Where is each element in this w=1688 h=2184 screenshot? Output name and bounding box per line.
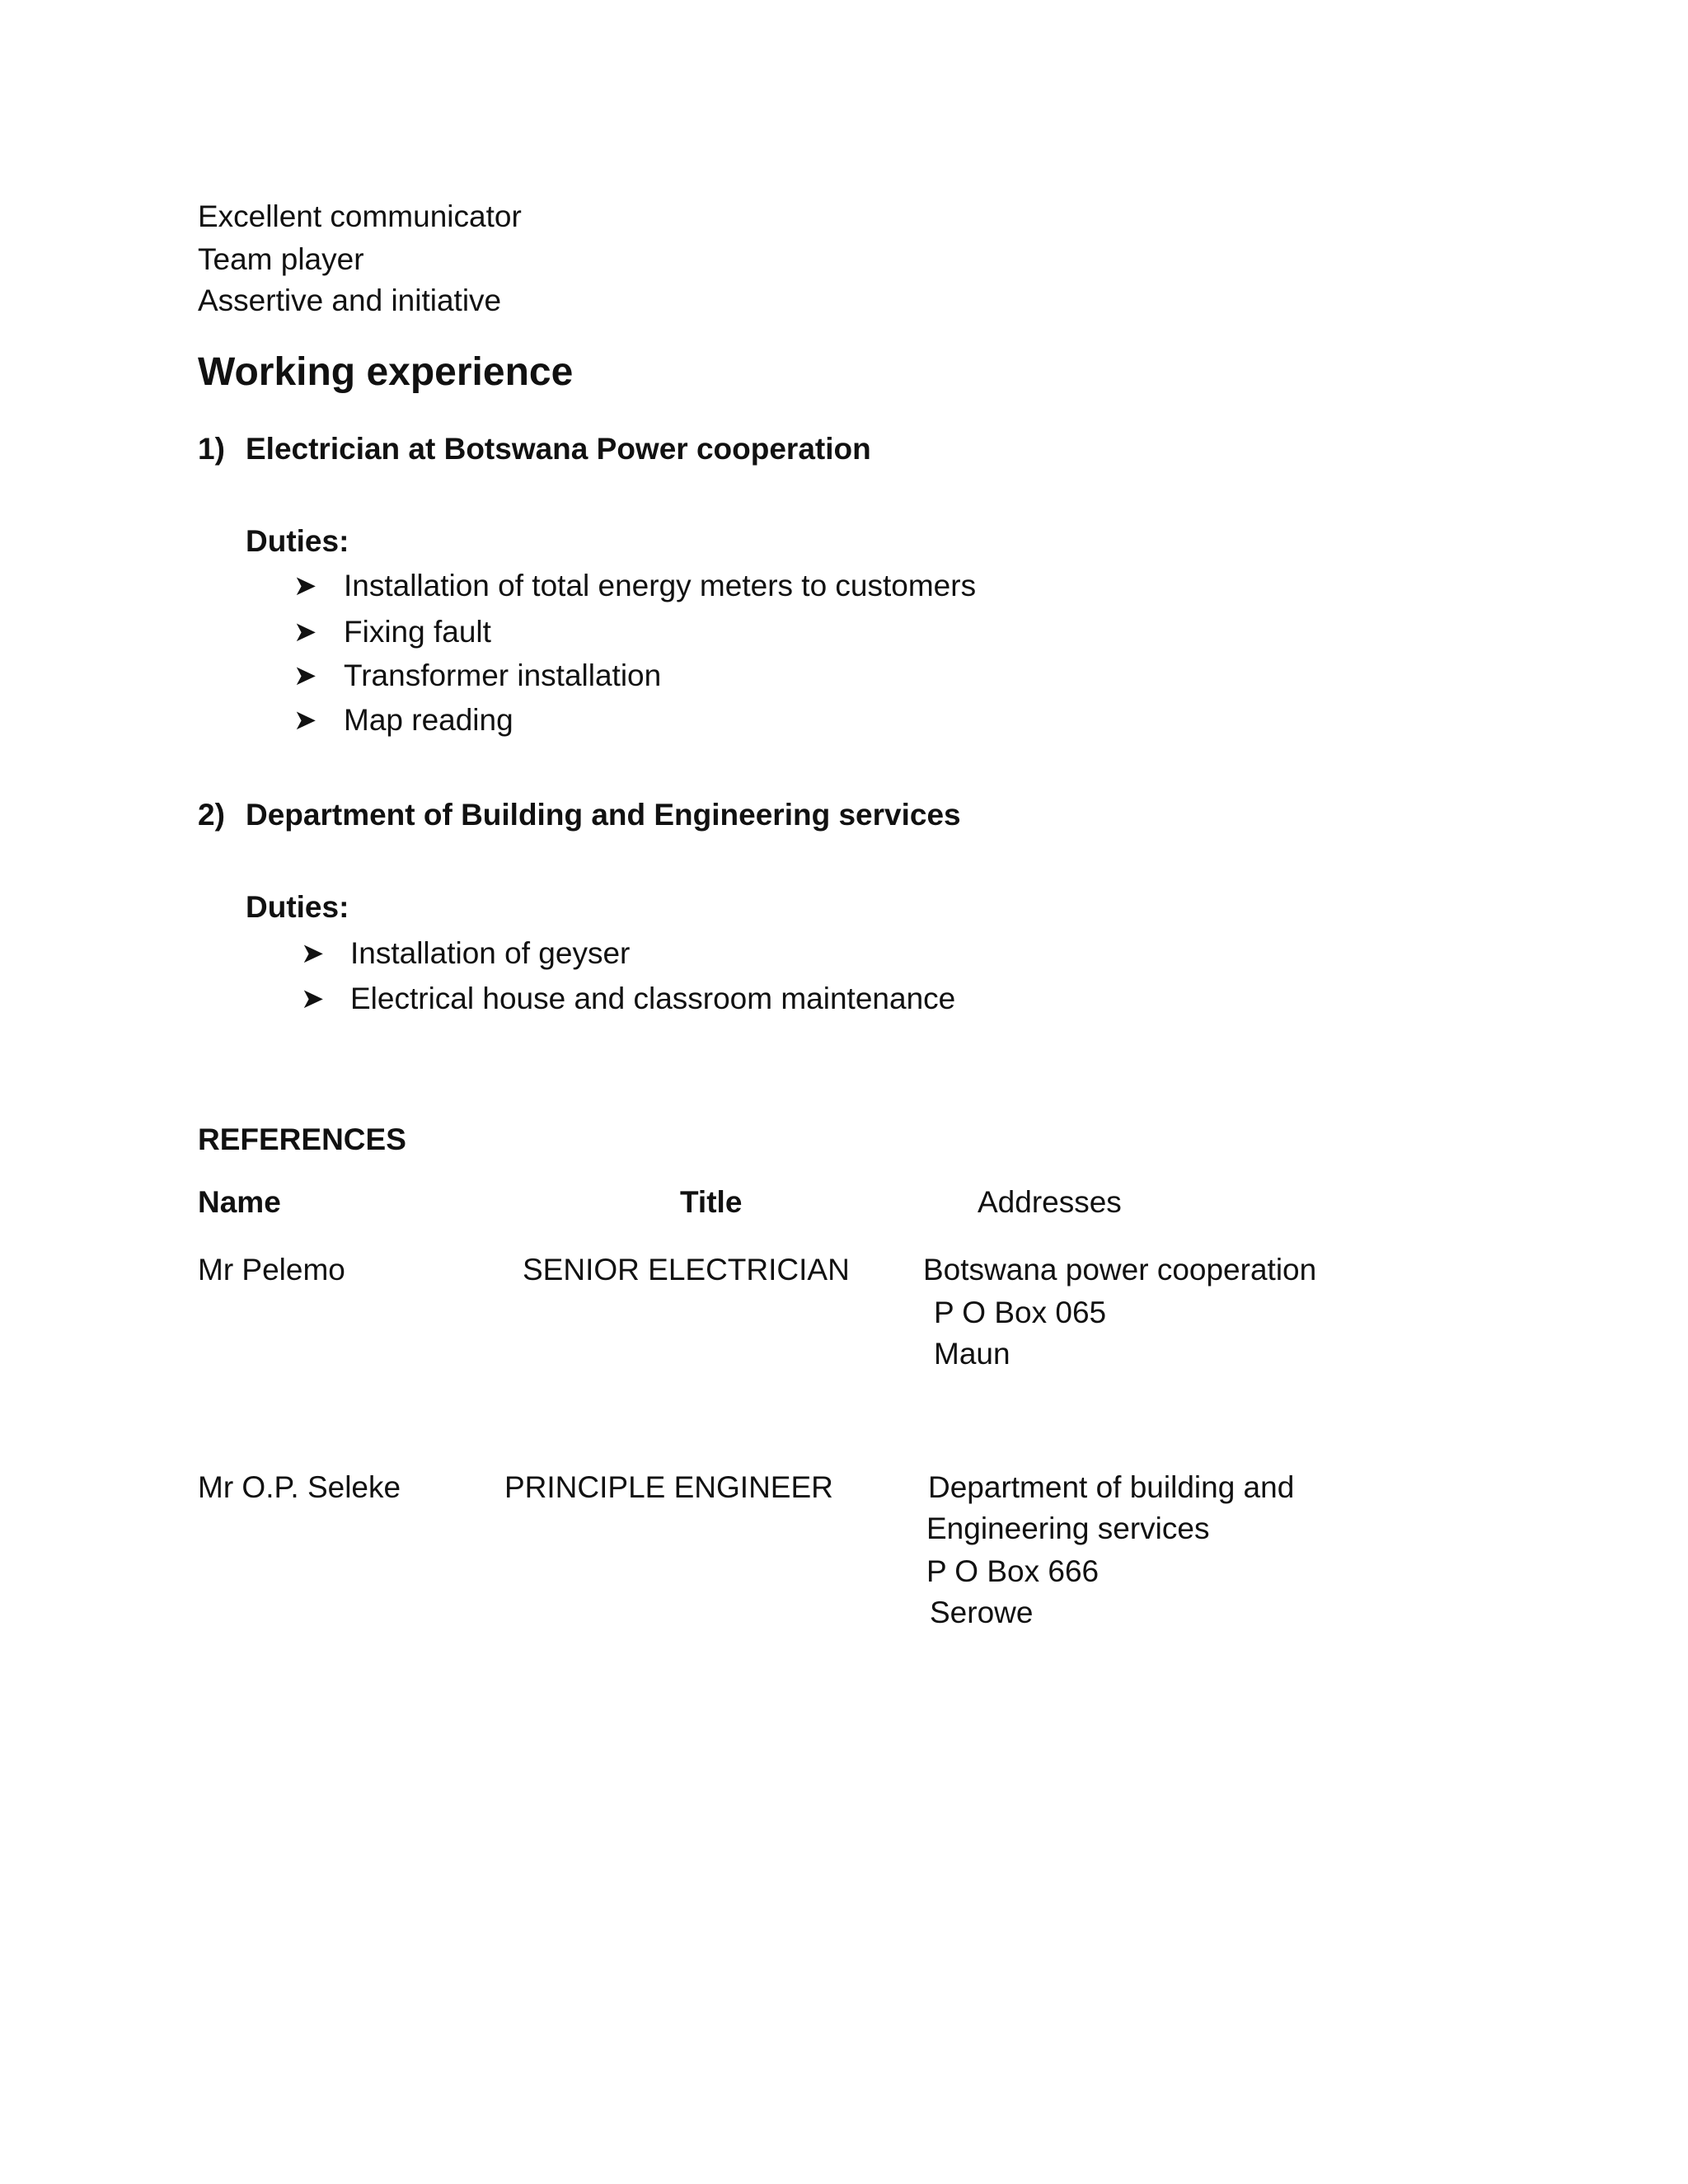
arrowhead-bullet-icon: ➤: [293, 570, 317, 602]
reference-title: SENIOR ELECTRICIAN: [523, 1253, 850, 1286]
job-title: Department of Building and Engineering services: [246, 798, 961, 832]
reference-address-line: Department of building and: [928, 1470, 1295, 1504]
reference-address-line: Engineering services: [926, 1511, 1210, 1545]
job-number: 2): [198, 798, 225, 832]
duty-item: Fixing fault: [344, 615, 491, 649]
arrowhead-bullet-icon: ➤: [301, 983, 325, 1015]
job-title: Electrician at Botswana Power cooperation: [246, 432, 871, 466]
duty-item: Map reading: [344, 703, 513, 737]
quality-item: Assertive and initiative: [198, 284, 502, 317]
arrowhead-bullet-icon: ➤: [293, 660, 317, 691]
duty-item: Transformer installation: [344, 658, 662, 692]
column-header-name: Name: [198, 1185, 281, 1219]
reference-address-line: Serowe: [930, 1596, 1034, 1629]
section-heading-working-experience: Working experience: [198, 350, 574, 394]
duties-label: Duties:: [246, 524, 349, 558]
arrowhead-bullet-icon: ➤: [301, 938, 325, 969]
reference-name: Mr Pelemo: [198, 1253, 345, 1286]
quality-item: Team player: [198, 242, 364, 276]
duty-item: Electrical house and classroom maintenance: [350, 982, 956, 1015]
column-header-title: Title: [680, 1185, 743, 1219]
column-header-addresses: Addresses: [978, 1185, 1122, 1219]
job-number: 1): [198, 432, 225, 466]
reference-name: Mr O.P. Seleke: [198, 1470, 401, 1504]
reference-address-line: Botswana power cooperation: [923, 1253, 1317, 1286]
section-heading-references: REFERENCES: [198, 1122, 406, 1156]
reference-title: PRINCIPLE ENGINEER: [504, 1470, 833, 1504]
reference-address-line: P O Box 666: [926, 1554, 1100, 1588]
reference-address-line: Maun: [934, 1337, 1010, 1371]
duty-item: Installation of geyser: [350, 936, 631, 970]
duty-item: Installation of total energy meters to customers: [344, 569, 977, 602]
arrowhead-bullet-icon: ➤: [293, 616, 317, 648]
arrowhead-bullet-icon: ➤: [293, 705, 317, 736]
duties-label: Duties:: [246, 890, 349, 924]
reference-address-line: P O Box 065: [934, 1296, 1107, 1329]
quality-item: Excellent communicator: [198, 199, 522, 233]
